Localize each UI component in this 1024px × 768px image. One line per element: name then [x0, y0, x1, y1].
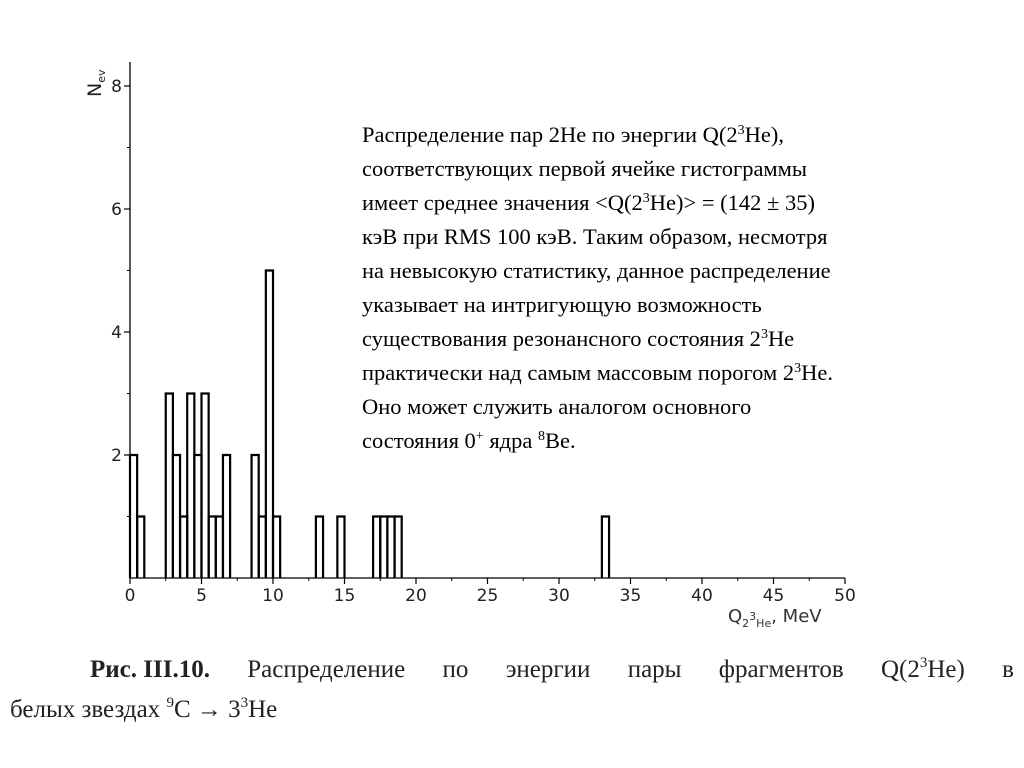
figure-caption	[10, 650, 1014, 730]
x-tick-label: 45	[762, 586, 785, 606]
histogram-bar	[316, 517, 323, 579]
x-axis-label: $Q_2^3_{He}$, MeV	[728, 606, 822, 630]
histogram-bar	[337, 517, 344, 579]
x-tick-label: 40	[691, 586, 713, 606]
histogram-bar	[137, 517, 144, 579]
x-tick-label: 50	[834, 586, 856, 606]
histogram-bar	[395, 517, 402, 579]
y-ticks	[111, 77, 130, 517]
annotation-line: соответствующих первой ячейке гистограммы	[362, 156, 808, 181]
caption-figure-number: Рис. III.10.	[90, 656, 210, 683]
caption-word: $Q(2^3He)$	[880, 655, 965, 683]
x-tick-label: 30	[548, 586, 570, 606]
x-tick-label: 20	[405, 586, 427, 606]
x-tick-label: 25	[476, 586, 499, 606]
caption-word: Распределение	[247, 656, 406, 683]
histogram-bar	[602, 517, 609, 579]
annotation-line: состояния 0+ ядра $^8$Be.	[362, 428, 576, 453]
y-tick-label: 2	[111, 446, 122, 466]
annotation-line: указывает на интригующую возможность	[362, 292, 762, 317]
x-ticks	[125, 578, 856, 606]
x-tick-label: 35	[619, 586, 642, 606]
annotation-line: существования резонансного состояния $2^3He$	[362, 326, 795, 351]
caption-word: в	[1002, 656, 1014, 683]
y-tick-label: 6	[111, 200, 122, 220]
annotation-line: кэВ при RMS 100 кэВ. Таким образом, несмотря	[362, 224, 828, 249]
histogram-bar	[273, 517, 280, 579]
caption-word: фрагментов	[718, 656, 844, 683]
chart-annotation	[362, 118, 972, 458]
annotation-line: Оно может служить аналогом основного	[362, 394, 752, 419]
annotation-line: практически над самым массовым порогом $2^3He$.	[362, 360, 833, 385]
caption-line-2: белых звездах $^9C \to 3^3He$	[10, 695, 278, 723]
caption-word: энергии	[505, 656, 591, 683]
caption-word: по	[442, 656, 469, 683]
x-tick-label: 10	[262, 586, 284, 606]
y-tick-label: 4	[111, 323, 122, 343]
caption-line-1	[10, 650, 1014, 690]
annotation-line: на невысокую статистику, данное распределение	[362, 258, 831, 283]
x-tick-label: 0	[124, 586, 136, 606]
annotation-line: имеет среднее значения $<Q(2^3He)> = (142 \pm 35)$	[362, 190, 815, 215]
x-tick-label: 15	[333, 586, 356, 606]
histogram-bar	[223, 455, 230, 578]
y-tick-label: 8	[111, 77, 122, 97]
x-tick-label: 5	[196, 586, 207, 606]
y-axis-label: $N_{ev}$	[84, 69, 108, 97]
caption-word: пары	[627, 656, 682, 683]
annotation-line: Распределение пар 2He по энергии $Q(2^3He)$,	[362, 122, 784, 147]
